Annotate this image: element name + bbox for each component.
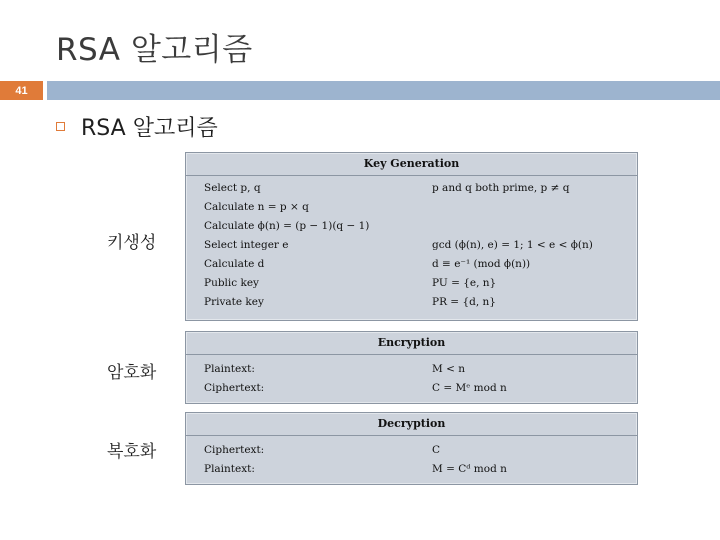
row-left: Plaintext: — [204, 363, 255, 375]
decryption-title: Decryption — [186, 413, 637, 436]
decryption-table — [185, 412, 638, 485]
row-right: p and q both prime, p ≠ q — [432, 182, 570, 194]
table-row — [186, 360, 637, 379]
row-left: Plaintext: — [204, 463, 255, 475]
table-row — [186, 198, 637, 217]
table-row — [186, 274, 637, 293]
slide-title: RSA 알고리즘 — [56, 32, 253, 68]
table-row — [186, 217, 637, 236]
row-right: PR = {d, n} — [432, 296, 496, 308]
row-left: Public key — [204, 277, 259, 289]
table-row — [186, 379, 637, 398]
row-left: Private key — [204, 296, 264, 308]
table-row — [186, 179, 637, 198]
table-row — [186, 441, 637, 460]
row-left: Select integer e — [204, 239, 289, 251]
label-encryption: 암호화 — [107, 363, 157, 383]
row-left: Calculate ϕ(n) = (p − 1)(q − 1) — [204, 220, 370, 232]
table-row — [186, 255, 637, 274]
row-right: M = Cᵈ mod n — [432, 463, 507, 475]
row-left: Select p, q — [204, 182, 261, 194]
row-left: Ciphertext: — [204, 382, 265, 394]
table-row — [186, 460, 637, 479]
bullet-item — [56, 111, 218, 142]
square-bullet-icon — [56, 122, 65, 131]
key-generation-title: Key Generation — [186, 153, 637, 176]
encryption-title: Encryption — [186, 332, 637, 355]
row-right: gcd (ϕ(n), e) = 1; 1 < e < ϕ(n) — [432, 239, 593, 251]
row-right: PU = {e, n} — [432, 277, 497, 289]
key-generation-table — [185, 152, 638, 321]
row-left: Calculate n = p × q — [204, 201, 309, 213]
label-key-generation: 키생성 — [107, 233, 157, 253]
row-left: Calculate d — [204, 258, 265, 270]
page-number-badge: 41 — [0, 81, 43, 100]
table-row — [186, 236, 637, 255]
encryption-table — [185, 331, 638, 404]
label-decryption: 복호화 — [107, 442, 157, 462]
table-row — [186, 293, 637, 312]
header-bar — [47, 81, 720, 100]
row-left: Ciphertext: — [204, 444, 265, 456]
row-right: M < n — [432, 363, 465, 375]
bullet-text: RSA 알고리즘 — [81, 116, 218, 141]
row-right: C = Mᵉ mod n — [432, 382, 507, 394]
row-right: d ≡ e⁻¹ (mod ϕ(n)) — [432, 258, 531, 270]
row-right: C — [432, 444, 441, 456]
